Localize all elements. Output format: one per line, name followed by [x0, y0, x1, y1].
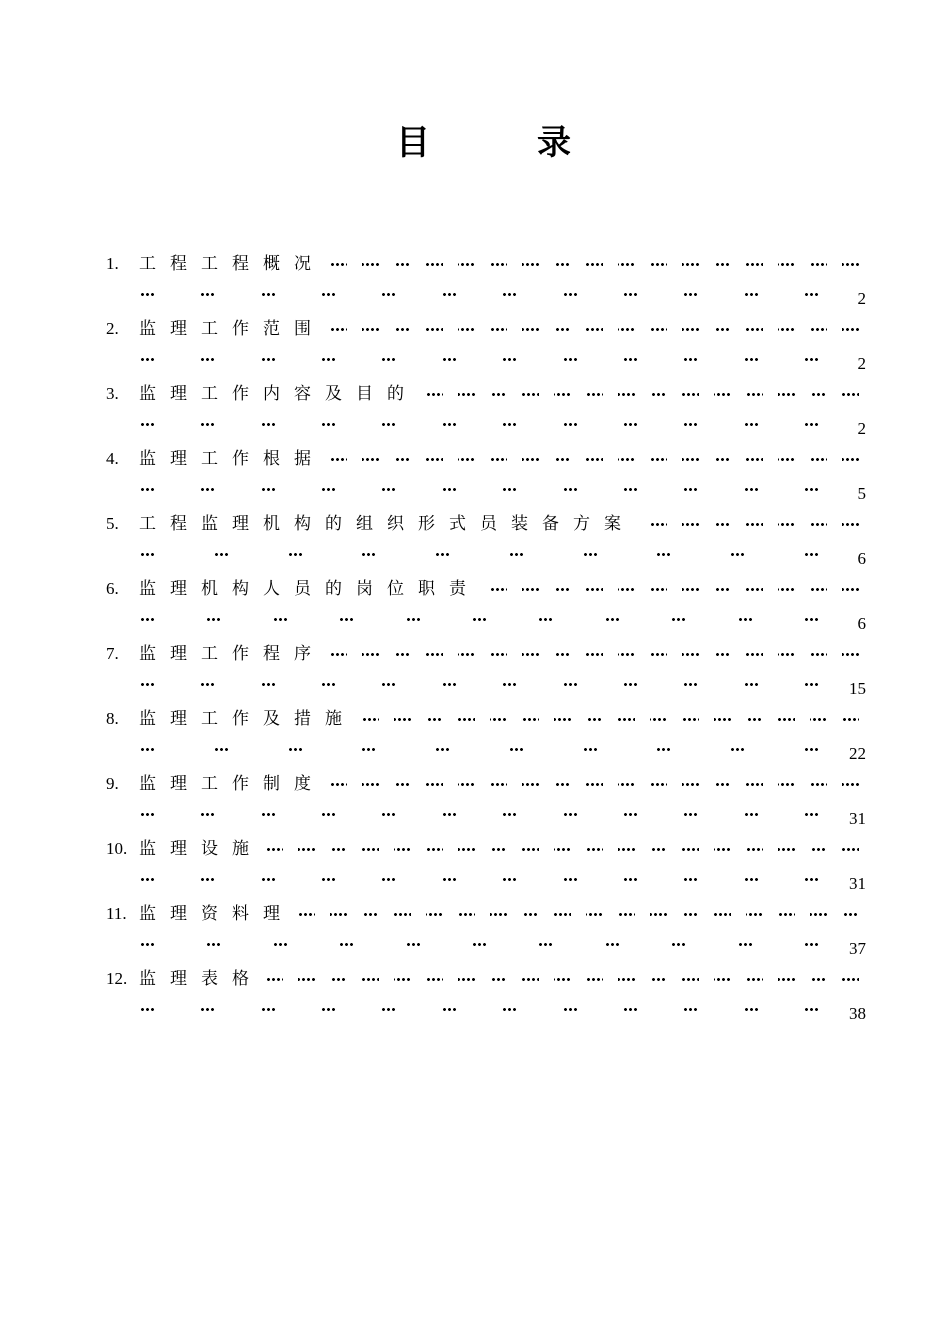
toc-entry-page: 37 — [849, 939, 866, 958]
toc-entry-title: 监理表格 — [139, 969, 263, 989]
toc-entry-number: 7. — [106, 644, 119, 663]
toc-entry-title: 监理工作范围 — [139, 319, 325, 339]
toc-entry[interactable] — [0, 508, 950, 573]
toc-entry-page: 38 — [849, 1004, 866, 1023]
toc-entry-title: 监理资料理 — [139, 904, 294, 924]
toc-entry[interactable] — [0, 703, 950, 768]
toc-entry-title: 监理工作程序 — [139, 644, 325, 664]
toc-entry-number: 6. — [106, 579, 119, 598]
toc-entry-number: 8. — [106, 709, 119, 728]
dot-leader — [298, 904, 860, 922]
dot-leader — [266, 839, 860, 857]
dot-leader — [266, 969, 860, 987]
toc-entry-number: 2. — [106, 319, 119, 338]
toc-entry[interactable] — [0, 898, 950, 963]
toc-entry-page: 2 — [857, 354, 866, 373]
toc-entry-page: 31 — [849, 874, 866, 893]
toc-entry-title: 监理工作根据 — [139, 449, 325, 469]
toc-entry[interactable] — [0, 443, 950, 508]
toc-entry-page: 15 — [849, 679, 866, 698]
toc-entry-page: 5 — [857, 484, 866, 503]
dot-leader — [139, 674, 820, 692]
toc-entry-page: 2 — [857, 419, 866, 438]
toc-entry[interactable] — [0, 378, 950, 443]
dot-leader — [362, 709, 860, 727]
toc-entry-number: 1. — [106, 254, 119, 273]
toc-entry-number: 5. — [106, 514, 119, 533]
dot-leader — [490, 579, 860, 597]
toc-entry-page: 6 — [857, 549, 866, 568]
dot-leader — [330, 319, 860, 337]
toc-entry-page: 22 — [849, 744, 866, 763]
toc-entry-number: 12. — [106, 969, 128, 988]
dot-leader — [139, 479, 820, 497]
dot-leader — [139, 284, 820, 302]
toc-entry-page: 6 — [857, 614, 866, 633]
toc-entry-number: 11. — [106, 904, 127, 923]
toc-entry[interactable] — [0, 833, 950, 898]
toc-entry-title: 监理工作及措施 — [139, 709, 356, 729]
title-char-mu: 目 — [396, 123, 430, 163]
page-title — [0, 118, 950, 178]
toc-entry-page: 31 — [849, 809, 866, 828]
toc-entry[interactable] — [0, 248, 950, 313]
dot-leader — [139, 869, 820, 887]
dot-leader — [139, 349, 820, 367]
toc-entry-number: 10. — [106, 839, 128, 858]
toc-entry[interactable] — [0, 313, 950, 378]
toc-entry[interactable] — [0, 638, 950, 703]
toc-entry-page: 2 — [857, 289, 866, 308]
dot-leader — [139, 804, 820, 822]
toc-entry-title: 工程工程概况 — [139, 254, 325, 274]
toc-entry-title: 监理工作制度 — [139, 774, 325, 794]
toc-entry-title: 工程监理机构的组织形式员装备方案 — [139, 514, 635, 534]
dot-leader — [426, 384, 860, 402]
dot-leader — [139, 414, 820, 432]
dot-leader — [330, 254, 860, 272]
dot-leader — [139, 609, 820, 627]
dot-leader — [330, 774, 860, 792]
dot-leader — [330, 644, 860, 662]
dot-leader — [139, 999, 820, 1017]
toc-entry[interactable] — [0, 573, 950, 638]
title-char-lu: 录 — [537, 123, 571, 163]
dot-leader — [139, 544, 820, 562]
toc-entry[interactable] — [0, 963, 950, 1028]
toc-entry-number: 4. — [106, 449, 119, 468]
toc-entry-title: 监理机构人员的岗位职责 — [139, 579, 480, 599]
dot-leader — [330, 449, 860, 467]
toc-entry-number: 3. — [106, 384, 119, 403]
toc-entry-title: 监理工作内容及目的 — [139, 384, 418, 404]
toc-entry[interactable] — [0, 768, 950, 833]
dot-leader — [139, 739, 820, 757]
toc-entry-title: 监理设施 — [139, 839, 263, 859]
toc-entry-number: 9. — [106, 774, 119, 793]
dot-leader — [650, 514, 860, 532]
dot-leader — [139, 934, 820, 952]
